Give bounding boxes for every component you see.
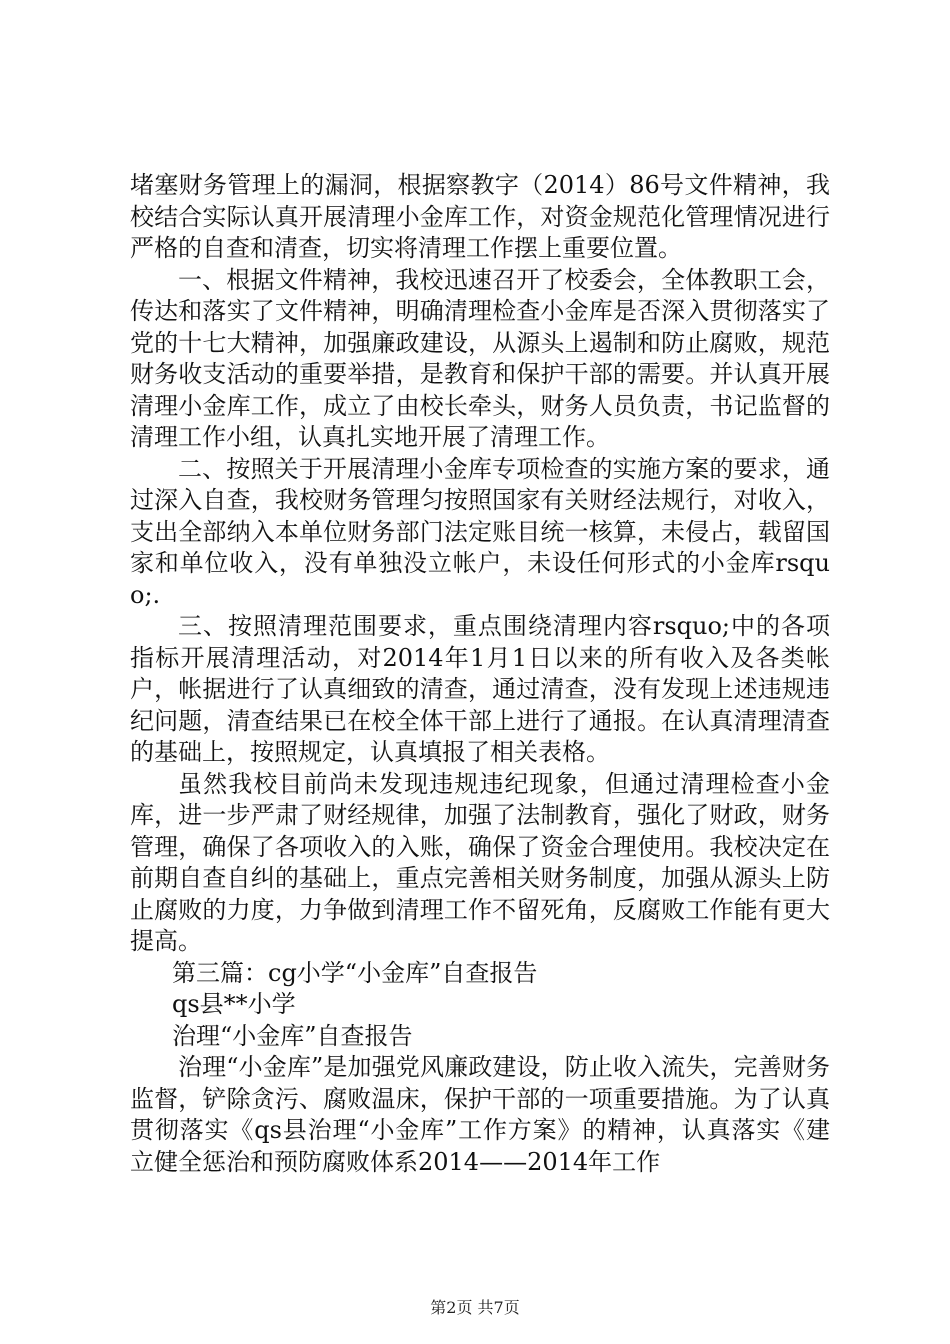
paragraph-conclusion: 虽然我校目前尚未发现违规违纪现象，但通过清理检查小金库，进一步严肃了财经规律，加强了法制教育，强化了财政，财务管理，确保了各项收入的入账，确保了资金合理使用。我校决定在前期自查自纠的基础上，重点完善相关财务制度，加强从源头上防止腐败的力度，力争做到清理工作不留死角，反腐败工作能有更大提高。: [130, 769, 830, 955]
report-title: 治理“小金库”自查报告: [172, 1021, 413, 1050]
paragraph-point-two: 二、按照关于开展清理小金库专项检查的实施方案的要求，通过深入自查，我校财务管理匀按照国家有关财经法规行，对收入，支出全部纳入本单位财务部门法定账目统一核算，未侵占，载留国家和单位收入，没有单独没立帐户，未设任何形式的小金库rsquo;.: [130, 454, 830, 609]
school-name: qs县**小学: [172, 990, 296, 1018]
paragraph-report-intro: 治理“小金库”是加强党风廉政建设，防止收入流失，完善财务监督，铲除贪污、腐败温床，保护干部的一项重要措施。为了认真贯彻落实《qs县治理“小金库”工作方案》的精神，认真落实《建立健全惩治和预防腐败体系2014——2014年工作: [130, 1053, 830, 1176]
paragraph-point-one: 一、根据文件精神，我校迅速召开了校委会，全体教职工会，传达和落实了文件精神，明确清理检查小金库是否深入贯彻落实了党的十七大精神，加强廉政建设，从源头上遏制和防止腐败，规范财务收支活动的重要举措，是教育和保护干部的需要。并认真开展清理小金库工作，成立了由校长牵头，财务人员负责，书记监督的清理工作小组，认真扎实地开展了清理工作。: [130, 265, 830, 451]
paragraph-point-three: 三、按照清理范围要求，重点围绕清理内容rsquo;中的各项指标开展清理活动，对2014年1月1日以来的所有收入及各类帐户，帐据进行了认真细致的清查，通过清查，没有发现上述违规违纪问题，清查结果已在校全体干部上进行了通报。在认真清理清查的基础上，按照规定，认真填报了相关表格。: [130, 612, 830, 766]
page-number: 第2页 共7页: [430, 1298, 520, 1317]
document-body: [130, 170, 830, 1178]
page-footer: [0, 1298, 950, 1318]
section-title: 第三篇：cg小学“小金库”自查报告: [172, 958, 538, 987]
paragraph-continuation: 堵塞财务管理上的漏洞，根据察教字（2014）86号文件精神，我校结合实际认真开展清理小金库工作，对资金规范化管理情况进行严格的自查和清查，切实将清理工作摆上重要位置。: [130, 171, 830, 262]
